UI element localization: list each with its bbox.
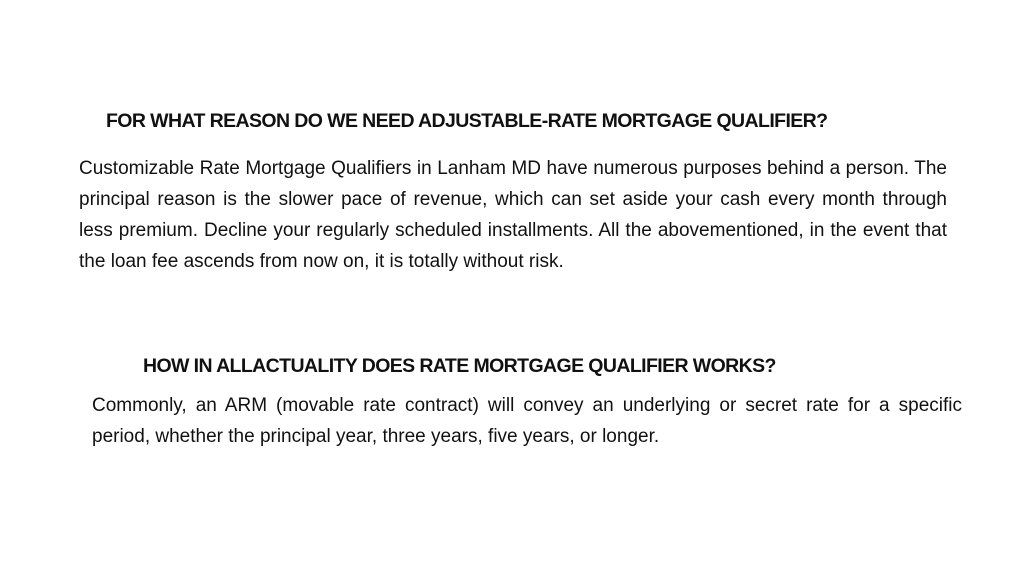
- section-body-why-arm: Customizable Rate Mortgage Qualifiers in Lanham MD have numerous purposes behind a person. The principal reason is the slower pace of revenue, which can set aside your cash every month through less premium. Decline your regularly scheduled installments. All the abovementioned, in the event that the loan fee ascends from now on, it is totally without risk.: [79, 158, 947, 272]
- section-body-how-it-works: Commonly, an ARM (movable rate contract) will convey an underlying or secret rate for a specific period, whether the principal year, three years, five years, or longer.: [92, 395, 962, 447]
- section-heading-why-arm: FOR WHAT REASON DO WE NEED ADJUSTABLE-RATE MORTGAGE QUALIFIER?: [106, 110, 828, 132]
- section-heading-how-it-works: HOW IN ALLACTUALITY DOES RATE MORTGAGE QUALIFIER WORKS?: [143, 355, 776, 377]
